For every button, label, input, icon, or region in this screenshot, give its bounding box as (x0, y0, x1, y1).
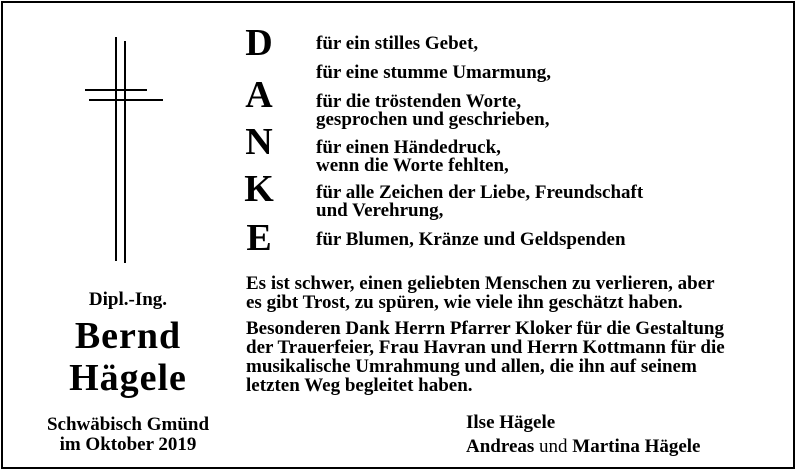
place: Schwäbisch Gmünd (46, 414, 210, 435)
signature-name-andreas: Andreas (466, 436, 535, 457)
danke-line: und Verehrung, (316, 200, 444, 221)
academic-title: Dipl.-Ing. (88, 289, 168, 310)
danke-letter-k: K (244, 168, 274, 210)
danke-letter-a: A (245, 74, 273, 116)
place-and-date (3, 415, 253, 455)
message-line: Besonderen Dank Herrn Pfarrer Kloker für die Gestaltung (246, 318, 724, 339)
danke-line: gesprochen und geschrieben, (316, 109, 550, 130)
signature-line-1: Ilse Hägele (466, 412, 556, 433)
signature-line-2 (466, 437, 701, 457)
cross-icon (83, 37, 163, 263)
danke-line: für ein stilles Gebet, (316, 33, 479, 54)
danke-line: für einen Händedruck, (316, 137, 501, 158)
obituary-card (1, 1, 795, 469)
danke-letter-d: D (245, 22, 273, 64)
message-line: musikalische Umrahmung und allen, die ihn auf seinem (246, 356, 697, 377)
first-name: Bernd (74, 315, 182, 357)
danke-letter-e: E (246, 217, 272, 259)
message-line: es gibt Trost, zu spüren, wie viele ihn geschätzt haben. (246, 292, 683, 313)
danke-line: für alle Zeichen der Liebe, Freundschaft (316, 182, 644, 203)
message-line: letzten Weg begleitet haben. (246, 375, 473, 396)
signature-name-martina: Martina Hägele (572, 436, 701, 457)
danke-line: für Blumen, Kränze und Geldspenden (316, 229, 626, 250)
danke-letter-n: N (245, 121, 273, 163)
danke-line: für eine stumme Umarmung, (316, 62, 552, 83)
message-line: Es ist schwer, einen geliebten Menschen zu verlieren, aber (246, 273, 715, 294)
danke-line: wenn die Worte fehlten, (316, 155, 509, 176)
signature-und: und (534, 436, 573, 457)
message-line: der Trauerfeier, Frau Havran und Herrn Kottmann für die (246, 337, 725, 358)
last-name: Hägele (69, 357, 187, 399)
date: im Oktober 2019 (59, 434, 197, 455)
danke-line: für die tröstenden Worte, (316, 91, 522, 112)
